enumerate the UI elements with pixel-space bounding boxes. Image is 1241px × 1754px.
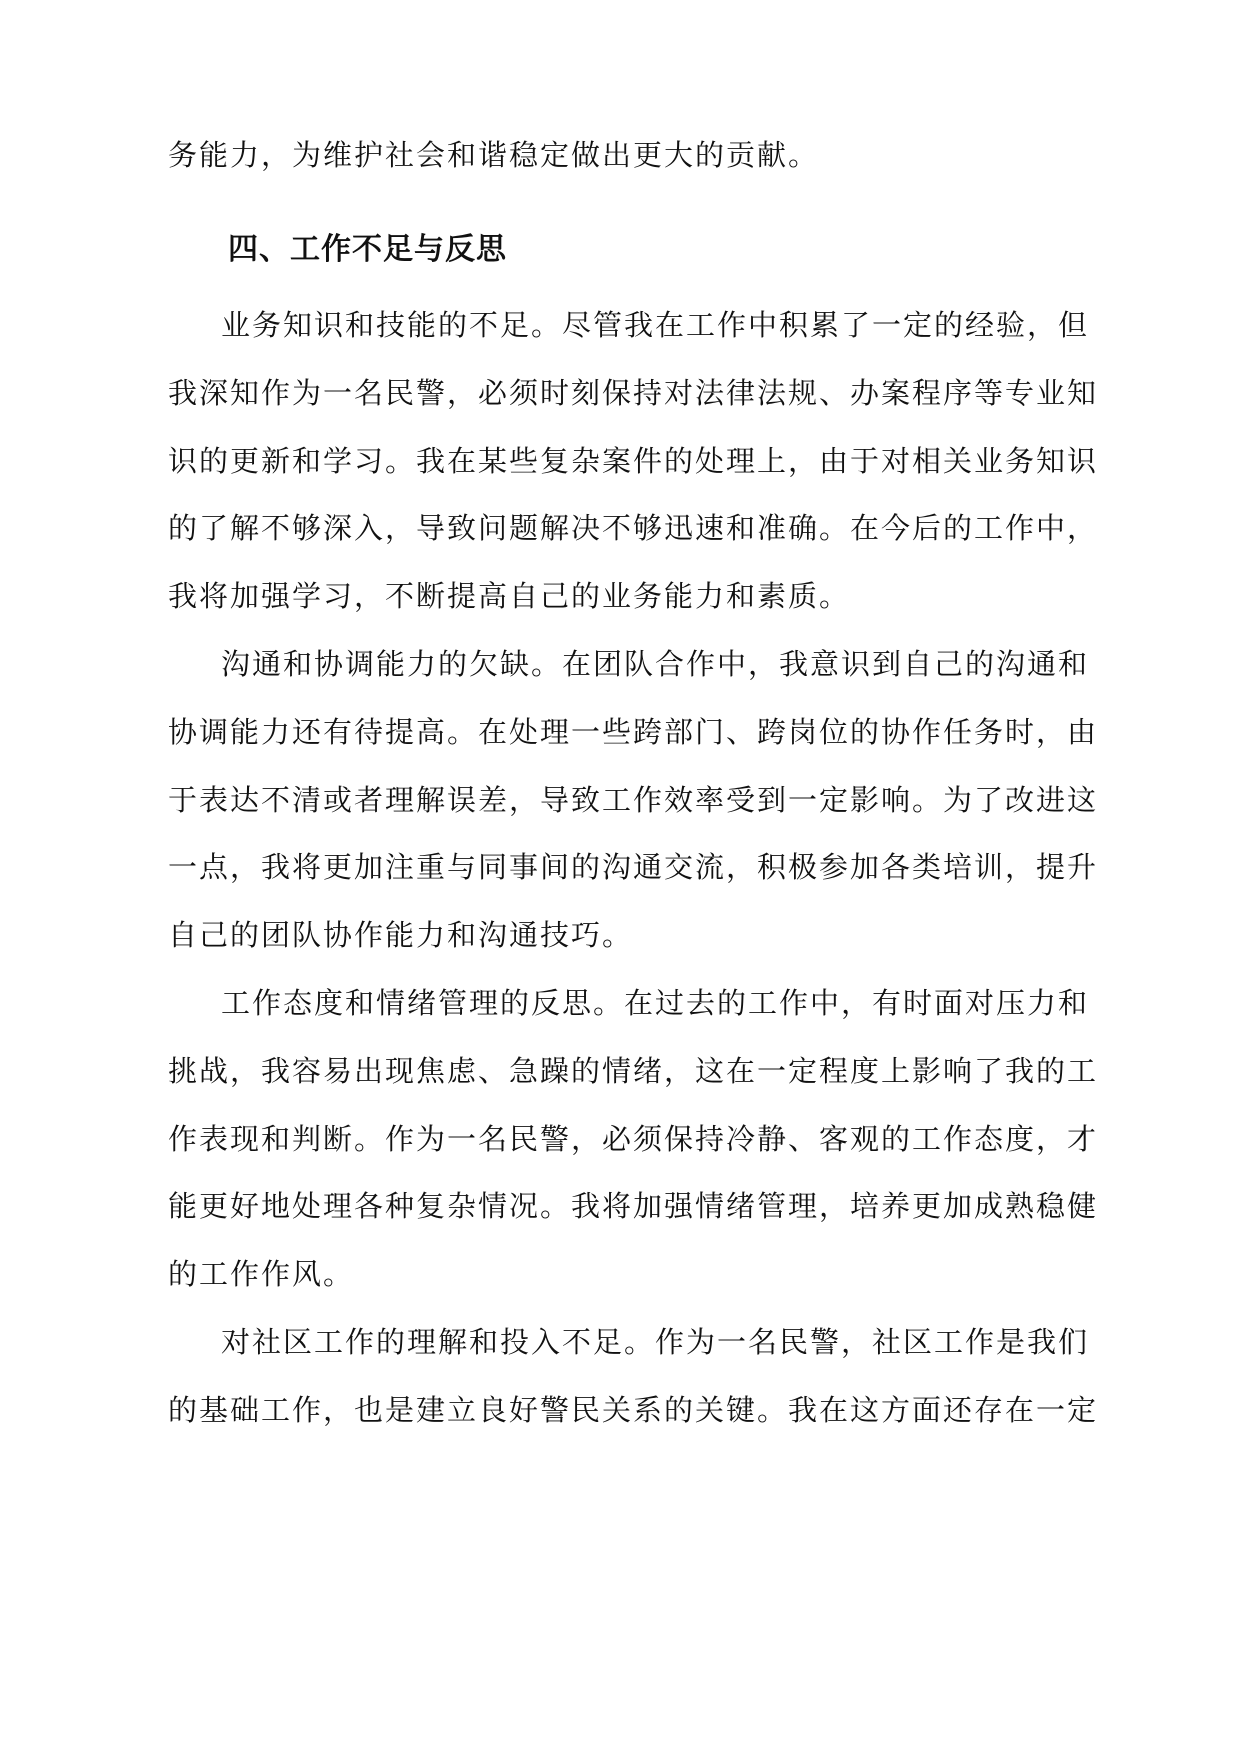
paragraph-line: 业务知识和技能的不足。尽管我在工作中积累了一定的经验，但 bbox=[221, 308, 1090, 342]
paragraph-line: 我深知作为一名民警，必须时刻保持对法律法规、办案程序等专业知 bbox=[168, 375, 1099, 410]
paragraph-line: 的工作作风。 bbox=[168, 1257, 355, 1292]
paragraph-line: 识的更新和学习。我在某些复杂案件的处理上，由于对相关业务知识 bbox=[168, 443, 1099, 478]
paragraph-line: 一点，我将更加注重与同事间的沟通交流，积极参加各类培训，提升 bbox=[168, 850, 1099, 885]
paragraph-line: 能更好地处理各种复杂情况。我将加强情绪管理，培养更加成熟稳健 bbox=[168, 1189, 1099, 1224]
paragraph-line: 务能力，为维护社会和谐稳定做出更大的贡献。 bbox=[168, 138, 820, 172]
paragraph-line: 自己的团队协作能力和沟通技巧。 bbox=[168, 918, 634, 953]
section-heading: 四、工作不足与反思 bbox=[228, 232, 507, 267]
paragraph-line: 我将加强学习，不断提高自己的业务能力和素质。 bbox=[168, 579, 851, 614]
paragraph-line: 挑战，我容易出现焦虑、急躁的情绪，这在一定程度上影响了我的工 bbox=[168, 1053, 1099, 1088]
paragraph-line: 对社区工作的理解和投入不足。作为一名民警，社区工作是我们 bbox=[221, 1325, 1090, 1359]
paragraph-line: 沟通和协调能力的欠缺。在团队合作中，我意识到自己的沟通和 bbox=[221, 647, 1090, 681]
paragraph-line: 作表现和判断。作为一名民警，必须保持冷静、客观的工作态度，才 bbox=[168, 1121, 1099, 1156]
paragraph-line: 的基础工作，也是建立良好警民关系的关键。我在这方面还存在一定 bbox=[168, 1392, 1099, 1427]
paragraph-line: 工作态度和情绪管理的反思。在过去的工作中，有时面对压力和 bbox=[221, 986, 1090, 1020]
paragraph-line: 协调能力还有待提高。在处理一些跨部门、跨岗位的协作任务时，由 bbox=[168, 714, 1099, 749]
paragraph-line: 的了解不够深入，导致问题解决不够迅速和准确。在今后的工作中， bbox=[168, 511, 1099, 546]
paragraph-line: 于表达不清或者理解误差，导致工作效率受到一定影响。为了改进这 bbox=[168, 782, 1099, 817]
